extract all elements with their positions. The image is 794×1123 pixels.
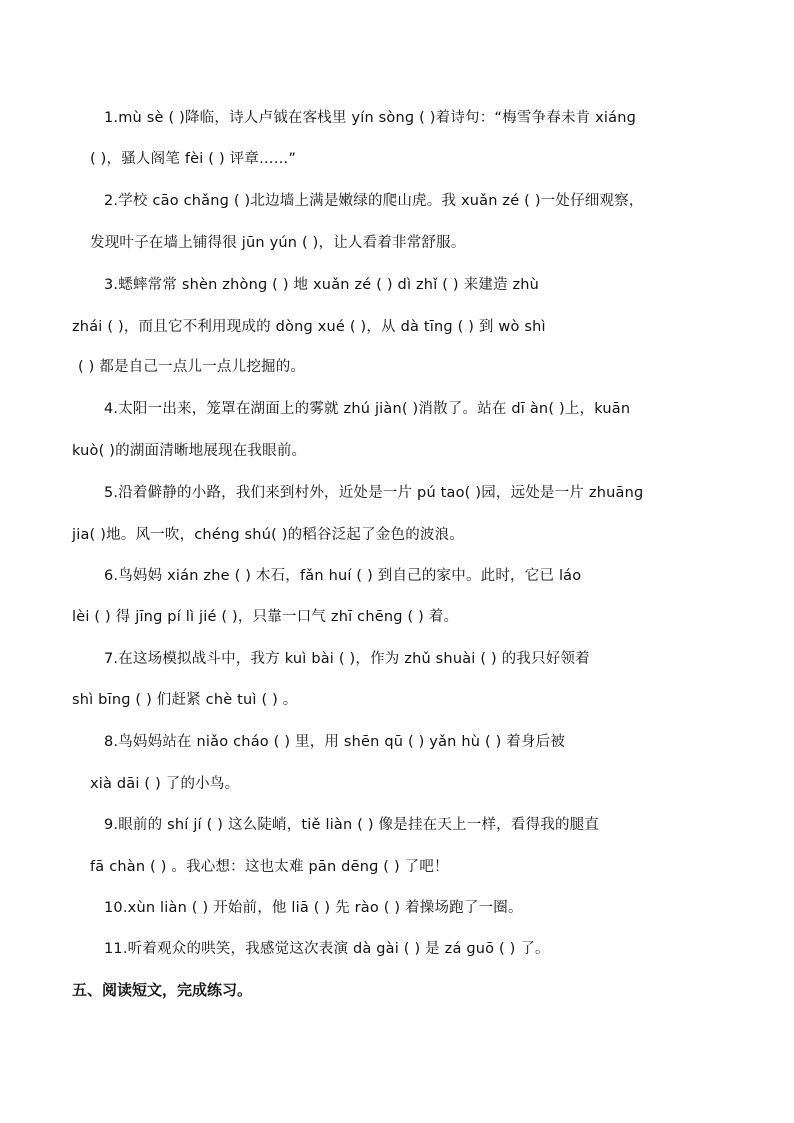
text-line-8: 4.太阳一出来，笼罩在湖面上的雾就 zhú jiàn( )消散了。站在 dī àn( )上，kuān	[104, 401, 631, 417]
text-line-9: kuò( )的湖面清晰地展现在我眼前。	[72, 443, 307, 459]
text-line-6: zhái ( )，而且它不利用现成的 dònɡ xué ( )，从 dà tīnɡ ( ) 到 wò shì	[72, 319, 546, 335]
text-line-18: 9.眼前的 shí jí ( ) 这么陡峭，tiě liàn ( ) 像是挂在天上一样，看得我的腿直	[104, 817, 600, 833]
text-line-14: 7.在这场模拟战斗中，我方 kuì bài ( )，作为 zhǔ shuài ( ) 的我只好领着	[104, 651, 590, 667]
text-line-21: 11.听着观众的哄笑，我感觉这次表演 dà gài ( ) 是 zá ɡuō ( ) 了。	[104, 941, 550, 957]
text-line-12: 6.鸟妈妈 xián zhe ( ) 木石，fǎn huí ( ) 到自己的家中。此时，它已 láo	[104, 568, 582, 584]
text-line-10: 5.沿着僻静的小路，我们来到村外，近处是一片 pú tao( )园，远处是一片 zhuānɡ	[104, 485, 644, 501]
text-line-2: ( )，骚人阁笔 fèi ( ) 评章……”	[90, 151, 297, 167]
text-line-5: 3.蟋蟀常常 shèn zhònɡ ( ) 地 xuǎn zé ( ) dì zhǐ ( ) 来建造 zhù	[104, 277, 540, 293]
text-line-13: lèi ( ) 得 jīnɡ pí lì jié ( )，只靠一口气 zhī chēnɡ ( ) 着。	[72, 609, 459, 625]
text-line-15: shì bīnɡ ( ) 们赶紧 chè tuì ( ) 。	[72, 692, 298, 708]
text-line-11: jia( )地。风一吹，chéng shú( )的稻谷泛起了金色的波浪。	[72, 527, 465, 543]
text-line-4: 发现叶子在墙上铺得很 jūn yún ( )，让人看着非常舒服。	[90, 235, 466, 251]
text-line-1: 1.mù sè ( )降临，诗人卢钺在客栈里 yín sònɡ ( )着诗句：“梅雪争春未肯 xiánɡ	[104, 110, 637, 126]
text-line-17: xià dāi ( ) 了的小鸟。	[90, 776, 240, 792]
text-line-3: 2.学校 cāo chǎnɡ ( )北边墙上满是嫩绿的爬山虎。我 xuǎn zé ( )一处仔细观察，	[104, 193, 644, 209]
section-heading: 五、阅读短文，完成练习。	[72, 981, 253, 999]
text-line-16: 8.鸟妈妈站在 niǎo cháo ( ) 里，用 shēn qū ( ) yǎn hù ( ) 着身后被	[104, 734, 566, 750]
text-line-20: 10.xùn liàn ( ) 开始前，他 liā ( ) 先 rào ( ) 着操场跑了一圈。	[104, 900, 523, 916]
text-line-19: fā chàn ( ) 。我心想：这也太难 pān dēnɡ ( ) 了吧！	[90, 859, 449, 875]
text-line-7: ( ) 都是自己一点儿一点儿挖掘的。	[78, 359, 306, 375]
